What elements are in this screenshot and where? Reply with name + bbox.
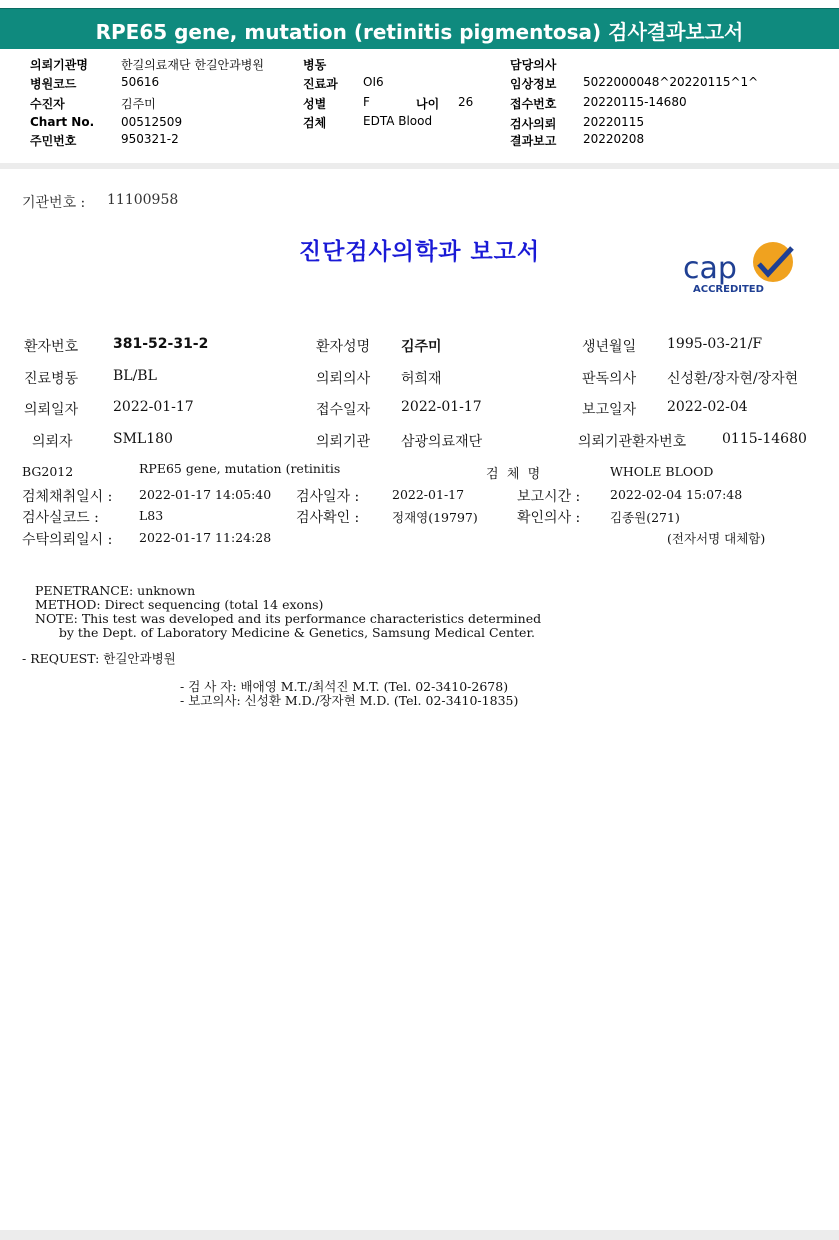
footer-bar	[0, 1230, 839, 1240]
refdoc-value: 허희재	[401, 371, 442, 387]
institution-label: 의뢰기관명	[30, 58, 88, 72]
note-line1: NOTE: This test was developed and its performance characteristics determined	[35, 611, 542, 626]
room-value: L83	[139, 508, 164, 523]
refinst-value: 삼광의료재단	[401, 434, 483, 450]
cap-logo-text: cap	[683, 251, 737, 286]
hospital-code-label: 병원코드	[30, 77, 77, 91]
confirm-value: 정재영(19797)	[392, 510, 478, 525]
result-label: 결과보고	[510, 134, 557, 148]
inst-no-label: 기관번호 :	[22, 195, 86, 211]
institution-value: 한길의료재단 한길안과병원	[121, 58, 264, 72]
collect-value: 2022-01-17 14:05:40	[139, 487, 272, 502]
pid-value: 381-52-31-2	[113, 336, 209, 352]
inst-no-value: 11100958	[107, 192, 179, 208]
ward2-value: BL/BL	[113, 368, 157, 384]
reqdate-value: 2022-01-17	[113, 399, 194, 415]
esign-note: (전자서명 대체함)	[667, 531, 766, 546]
testdate-label: 검사일자 :	[296, 489, 360, 505]
test-name: RPE65 gene, mutation (retinitis	[139, 461, 341, 476]
receipt-value: 20220115-14680	[583, 95, 687, 109]
note-reporter: - 보고의사: 신성환 M.D./장자현 M.D. (Tel. 02-3410-1835)	[180, 693, 519, 708]
test-code: BG2012	[22, 464, 74, 479]
pname-label: 환자성명	[316, 339, 371, 355]
spec-value: WHOLE BLOOD	[610, 464, 714, 479]
reptime-label: 보고시간 :	[517, 489, 581, 505]
refinstpid-label: 의뢰기관환자번호	[578, 434, 687, 450]
request-value: 20220115	[583, 115, 645, 129]
chart-value: 00512509	[121, 115, 183, 129]
repdate-label: 보고일자	[582, 402, 637, 418]
collect-label: 검체채취일시 :	[22, 489, 113, 505]
confirm-label: 검사확인 :	[296, 510, 360, 526]
lab-report-title: 진단검사의학과 보고서	[298, 238, 541, 265]
ward2-label: 진료병동	[24, 371, 79, 387]
sex-label: 성별	[303, 97, 327, 111]
hospital-code-value: 50616	[121, 75, 160, 89]
room-label: 검사실코드 :	[22, 510, 99, 526]
reptime-value: 2022-02-04 15:07:48	[610, 487, 743, 502]
pname-value: 김주미	[401, 339, 442, 355]
dept-label: 진료과	[303, 77, 338, 91]
header-separator	[0, 163, 839, 169]
recvdate-label: 접수일자	[316, 402, 371, 418]
consign-value: 2022-01-17 11:24:28	[139, 530, 272, 545]
recvdate-value: 2022-01-17	[401, 399, 482, 415]
refinst-label: 의뢰기관	[316, 434, 371, 450]
resident-value: 950321-2	[121, 132, 179, 146]
age-value: 26	[458, 95, 474, 109]
patient-value: 김주미	[121, 97, 156, 111]
age-label: 나이	[416, 97, 440, 111]
note-request: - REQUEST: 한길안과병원	[22, 651, 176, 666]
reqdate-label: 의뢰일자	[24, 402, 79, 418]
refinstpid-value: 0115-14680	[722, 431, 807, 447]
clinical-label: 임상정보	[510, 77, 557, 91]
testdate-value: 2022-01-17	[392, 487, 465, 502]
receipt-label: 접수번호	[510, 97, 557, 111]
verifier-value: 김종원(271)	[610, 510, 680, 525]
note-tester: - 검 사 자: 배애영 M.T./최석진 M.T. (Tel. 02-3410-2678)	[180, 679, 509, 694]
pid-label: 환자번호	[24, 339, 79, 355]
requester-label: 의뢰자	[32, 434, 73, 450]
clinical-value: 5022000048^20220115^1^	[583, 75, 759, 89]
request-label: 검사의뢰	[510, 117, 557, 131]
consign-label: 수탁의뢰일시 :	[22, 532, 113, 548]
patient-label: 수진자	[30, 97, 65, 111]
reader-label: 판독의사	[582, 371, 637, 387]
verifier-label: 확인의사 :	[517, 510, 581, 526]
repdate-value: 2022-02-04	[667, 399, 748, 415]
specimen-label: 검체	[303, 116, 327, 130]
dob-label: 생년월일	[582, 339, 637, 355]
cap-logo-icon	[675, 238, 805, 300]
dob-value: 1995-03-21/F	[667, 336, 763, 352]
sex-value: F	[363, 95, 370, 109]
cap-accredited-logo	[675, 238, 805, 300]
report-title-bar	[0, 8, 839, 49]
dept-value: OI6	[363, 75, 384, 89]
doctor-label: 담당의사	[510, 58, 557, 72]
report-title: RPE65 gene, mutation (retinitis pigmentosa) 검사결과보고서	[95, 20, 744, 44]
reader-value: 신성환/장자현/장자현	[667, 371, 799, 387]
resident-label: 주민번호	[30, 134, 77, 148]
specimen-value: EDTA Blood	[363, 114, 433, 128]
note-method: METHOD: Direct sequencing (total 14 exons)	[35, 597, 324, 612]
note-line2: by the Dept. of Laboratory Medicine & Genetics, Samsung Medical Center.	[35, 625, 536, 640]
cap-logo-sub: ACCREDITED	[693, 284, 764, 295]
result-value: 20220208	[583, 132, 645, 146]
ward-label: 병동	[303, 58, 327, 72]
spec-label: 검 체 명	[486, 467, 541, 482]
chart-label: Chart No.	[30, 115, 95, 129]
refdoc-label: 의뢰의사	[316, 371, 371, 387]
requester-value: SML180	[113, 431, 173, 447]
note-penetrance: PENETRANCE: unknown	[35, 583, 196, 598]
